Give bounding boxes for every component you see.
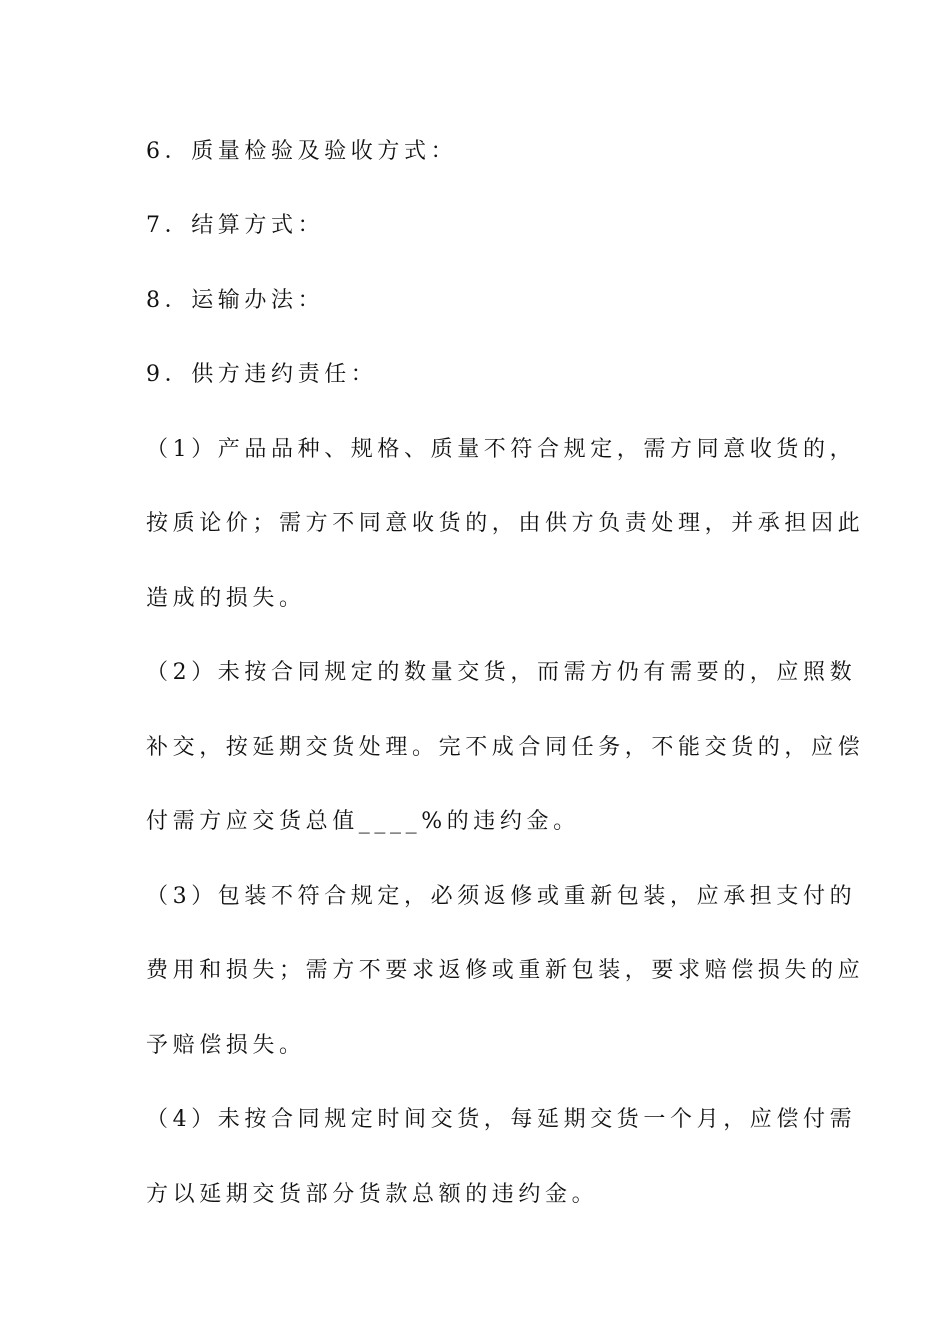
clause-9-2-line-2: 补交，按延期交货处理。完不成合同任务，不能交货的，应偿 [146, 735, 865, 760]
clause-9-heading: 9．供方违约责任： [146, 362, 378, 387]
clause-9-4-line-1: （4）未按合同规定时间交货，每延期交货一个月，应偿付需 [146, 1107, 857, 1132]
clause-9-1-line-2: 按质论价；需方不同意收货的，由供方负责处理，并承担因此 [146, 511, 865, 536]
clause-9-4-line-2: 方以延期交货部分货款总额的违约金。 [146, 1182, 599, 1207]
clause-9-2-line-3: 付需方应交货总值____%的违约金。 [146, 809, 580, 834]
clause-6-heading: 6．质量检验及验收方式： [146, 139, 458, 164]
clause-9-3-line-3: 予赔偿损失。 [146, 1033, 306, 1058]
clause-9-3-line-1: （3）包装不符合规定，必须返修或重新包装，应承担支付的 [146, 884, 857, 909]
clause-9-1-line-1: （1）产品品种、规格、质量不符合规定，需方同意收货的， [146, 437, 857, 462]
clause-8-heading: 8．运输办法： [146, 288, 325, 313]
clause-7-heading: 7．结算方式： [146, 213, 325, 238]
clause-9-1-line-3: 造成的损失。 [146, 586, 306, 611]
clause-9-3-line-2: 费用和损失；需方不要求返修或重新包装，要求赔偿损失的应 [146, 958, 865, 983]
clause-9-2-line-1: （2）未按合同规定的数量交货，而需方仍有需要的，应照数 [146, 660, 857, 685]
